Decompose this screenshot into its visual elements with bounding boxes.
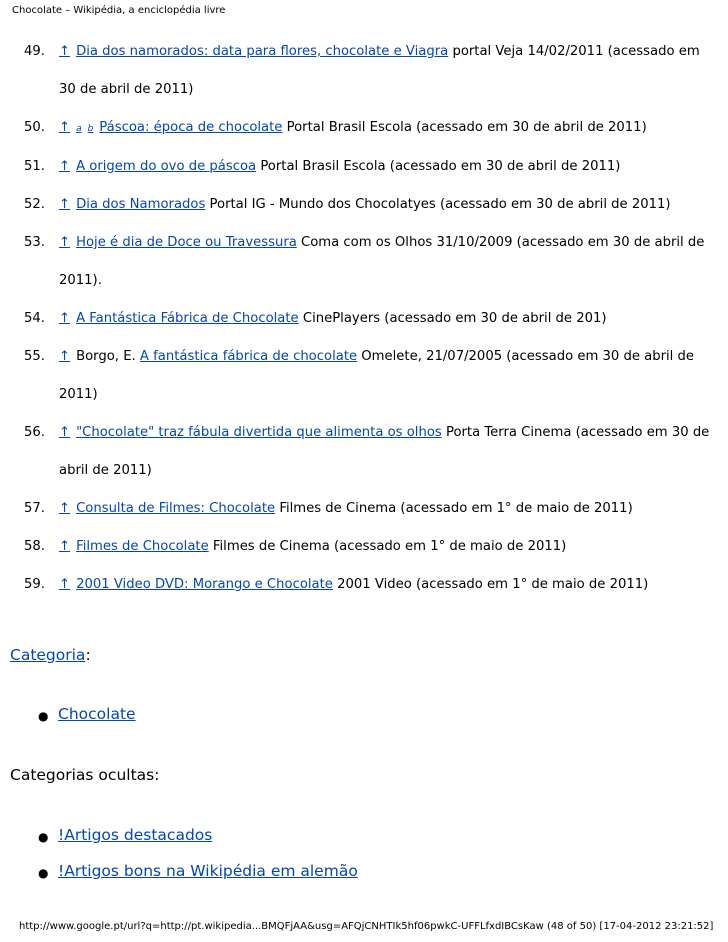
reference-link[interactable]: Consulta de Filmes: Chocolate	[76, 501, 276, 516]
reference-text-cont: 2011).	[59, 273, 102, 288]
reference-text: Portal Brasil Escola (acessado em 30 de abril de 2011)	[256, 159, 621, 174]
backlink-letter[interactable]: b	[87, 124, 94, 134]
reference-link[interactable]: A origem do ovo de páscoa	[76, 159, 257, 174]
hidden-category-link[interactable]: !Artigos bons na Wikipédia em alemão	[58, 862, 358, 880]
reference-item	[0, 338, 728, 414]
reference-link[interactable]: Filmes de Chocolate	[76, 539, 209, 554]
reference-link[interactable]: "Chocolate" traz fábula divertida que alimenta os olhos	[76, 425, 442, 440]
reference-link[interactable]: A fantástica fábrica de chocolate	[139, 349, 358, 364]
reference-text: Portal IG - Mundo dos Chocolatyes (acessado em 30 de abril de 2011)	[205, 197, 671, 212]
page-footer-url: http://www.google.pt/url?q=http://pt.wikipedia...BMQFjAA&usg=AFQjCNHTIk5hf06pwkC-UFFLfxdIBCsKaw (48 of 50) [17-04-2012 23:21:52]	[19, 921, 714, 932]
reference-number: 54.	[24, 311, 45, 326]
reference-item	[0, 528, 728, 566]
reference-text: Portal Brasil Escola (acessado em 30 de abril de 2011)	[282, 120, 647, 135]
reference-number: 59.	[24, 577, 45, 592]
reference-text: portal Veja 14/02/2011 (acessado em	[448, 44, 700, 59]
bullet-icon: ●	[38, 709, 49, 723]
reference-text: Filmes de Cinema (acessado em 1° de maio de 2011)	[275, 501, 633, 516]
backlink-arrow[interactable]: ↑	[59, 349, 71, 364]
reference-item	[0, 566, 728, 604]
reference-text: CinePlayers (acessado em 30 de abril de 201)	[298, 311, 607, 326]
reference-link[interactable]: Hoje é dia de Doce ou Travessura	[76, 235, 297, 250]
reference-item	[0, 224, 728, 300]
reference-link[interactable]: Dia dos Namorados	[76, 197, 206, 212]
reference-text: Omelete, 21/07/2005 (acessado em 30 de abril de	[357, 349, 695, 364]
reference-item	[0, 414, 728, 490]
backlink-arrow[interactable]: ↑	[59, 311, 71, 326]
category-item-link[interactable]: Chocolate	[58, 705, 136, 723]
backlink-arrow[interactable]: ↑	[59, 539, 71, 554]
reference-text-cont: 30 de abril de 2011)	[59, 82, 194, 97]
category-link[interactable]: Categoria	[10, 646, 86, 664]
hidden-category-item	[38, 862, 358, 880]
reference-text: Filmes de Cinema (acessado em 1° de maio de 2011)	[208, 539, 567, 554]
backlink-arrow[interactable]: ↑	[59, 235, 71, 250]
backlink-arrow[interactable]: ↑	[59, 501, 71, 516]
backlink-arrow[interactable]: ↑	[59, 197, 71, 212]
reference-text: 2001 Video (acessado em 1° de maio de 2011)	[332, 577, 649, 592]
references-list	[0, 33, 728, 604]
reference-link[interactable]: A Fantástica Fábrica de Chocolate	[76, 311, 299, 326]
bullet-icon: ●	[38, 866, 49, 880]
reference-number: 52.	[24, 197, 45, 212]
backlink-arrow[interactable]: ↑	[59, 44, 71, 59]
reference-number: 55.	[24, 349, 45, 364]
hidden-category-link[interactable]: !Artigos destacados	[58, 826, 213, 844]
category-heading	[10, 646, 91, 664]
reference-link[interactable]: 2001 Video DVD: Morango e Chocolate	[76, 577, 333, 592]
category-list	[38, 705, 136, 723]
reference-number: 56.	[24, 425, 45, 440]
reference-number: 57.	[24, 501, 45, 516]
reference-text: Porta Terra Cinema (acessado em 30 de	[441, 425, 710, 440]
hidden-category-list	[38, 826, 358, 880]
backlink-letter[interactable]: a	[76, 124, 82, 134]
category-item	[38, 705, 136, 723]
reference-item	[0, 148, 728, 186]
bullet-icon: ●	[38, 830, 49, 844]
backlink-arrow[interactable]: ↑	[59, 425, 71, 440]
hidden-categories-heading: Categorias ocultas:	[10, 766, 160, 784]
reference-item	[0, 109, 728, 148]
reference-item	[0, 300, 728, 338]
reference-number: 50.	[24, 120, 45, 135]
backlink-arrow[interactable]: ↑	[59, 577, 71, 592]
reference-text: Coma com os Olhos 31/10/2009 (acessado em 30 de abril de	[296, 235, 705, 250]
reference-item	[0, 490, 728, 528]
hidden-category-item	[38, 826, 358, 844]
backlink-arrow[interactable]: ↑	[59, 159, 71, 174]
reference-link[interactable]: Páscoa: época de chocolate	[99, 120, 283, 135]
reference-item	[0, 33, 728, 109]
backlink-arrow[interactable]: ↑	[59, 120, 71, 135]
reference-author: Borgo, E.	[76, 349, 140, 364]
reference-text-cont: 2011)	[59, 387, 98, 402]
reference-number: 49.	[24, 44, 45, 59]
category-colon: :	[85, 646, 91, 664]
page-title: Chocolate – Wikipédia, a enciclopédia livre	[12, 5, 226, 16]
reference-text-cont: abril de 2011)	[59, 463, 152, 478]
reference-number: 58.	[24, 539, 45, 554]
reference-number: 51.	[24, 159, 45, 174]
reference-link[interactable]: Dia dos namorados: data para flores, chocolate e Viagra	[76, 44, 449, 59]
reference-number: 53.	[24, 235, 45, 250]
reference-item	[0, 186, 728, 224]
